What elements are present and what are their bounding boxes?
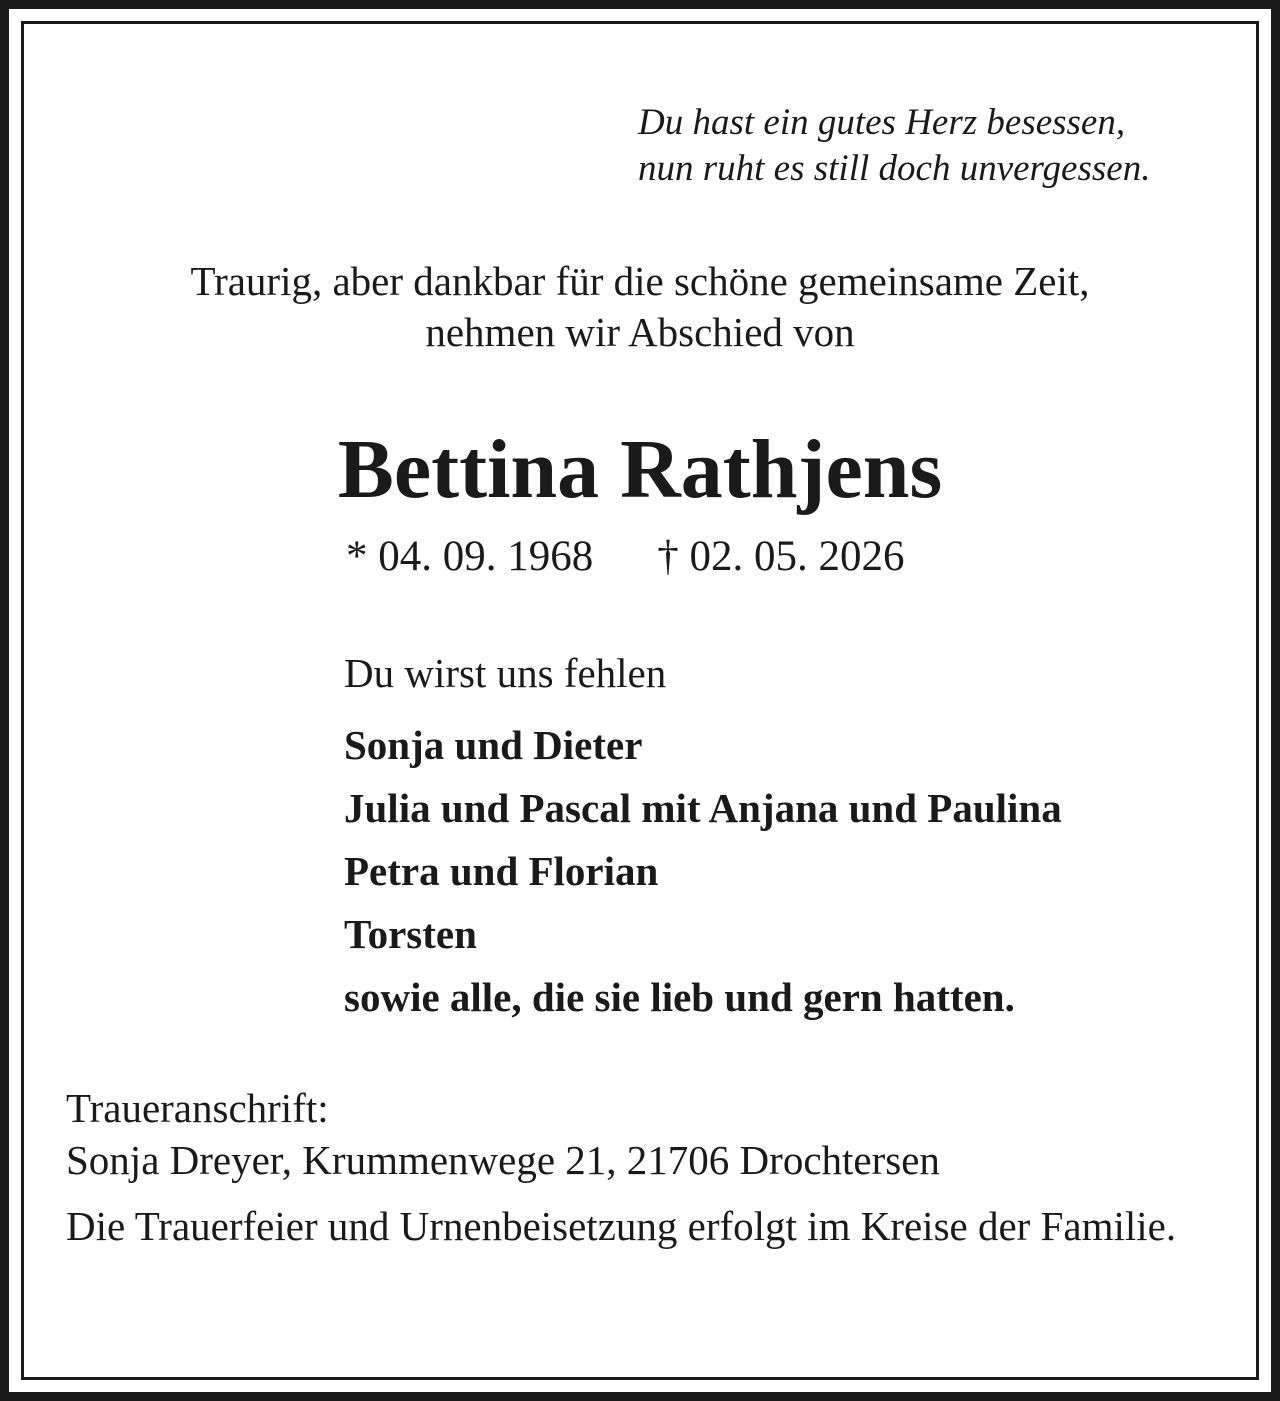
mourner-entry: Julia und Pascal mit Anjana und Paulina <box>344 785 1062 831</box>
intro-line-2: nehmen wir Abschied von <box>425 309 855 355</box>
mourner-entry: Petra und Florian <box>344 848 659 894</box>
mourner-entry: sowie alle, die sie lieb und gern hatten. <box>344 974 1015 1020</box>
motto-line-1: Du hast ein gutes Herz besessen, <box>638 102 1126 143</box>
birth-date: * 04. 09. 1968 <box>346 533 594 580</box>
intro-line-1: Traurig, aber dankbar für die schöne gemeinsame Zeit, <box>190 258 1090 304</box>
address-value: Sonja Dreyer, Krummenwege 21, 21706 Drochtersen <box>66 1137 940 1183</box>
life-dates <box>346 532 905 582</box>
intro-text <box>0 256 1280 358</box>
motto-verse <box>638 100 1150 192</box>
mourner-entry: Sonja und Dieter <box>344 722 643 768</box>
condolence-address <box>66 1082 940 1186</box>
motto-line-2: nun ruht es still doch unvergessen. <box>638 148 1151 189</box>
mourners-list <box>344 714 1062 1029</box>
mourner-entry: Torsten <box>344 911 477 957</box>
closing-phrase: Du wirst uns fehlen <box>344 650 667 696</box>
deceased-name: Bettina Rathjens <box>337 423 943 516</box>
address-label: Traueranschrift: <box>66 1085 329 1131</box>
death-date: † 02. 05. 2026 <box>657 533 905 580</box>
ceremony-note: Die Trauerfeier und Urnenbeisetzung erfolgt im Kreise der Familie. <box>66 1203 1177 1249</box>
